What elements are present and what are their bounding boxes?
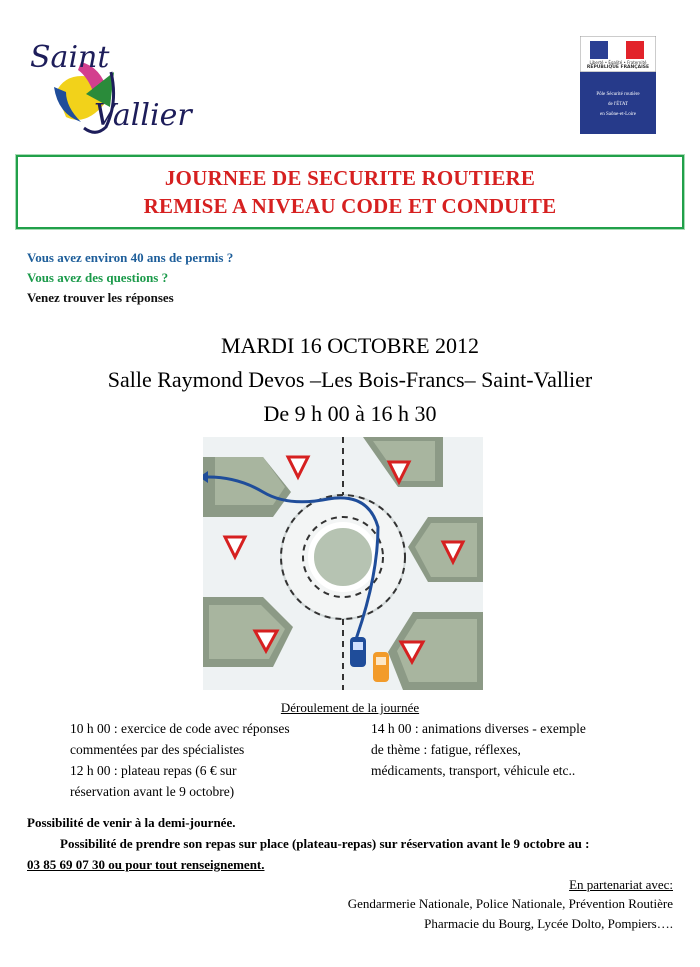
program-left-line: commentées par des spécialistes bbox=[70, 742, 245, 757]
intro-answer: Venez trouver les réponses bbox=[27, 290, 174, 305]
meal-note: Possibilité de prendre son repas sur place (plateau-repas) sur réservation avant le 9 octobre au : bbox=[60, 836, 590, 851]
title-box bbox=[16, 155, 684, 229]
prefecture-motto: Liberté • Égalité • Fraternité bbox=[589, 60, 647, 65]
intro-question-1: Vous avez environ 40 ans de permis ? bbox=[27, 250, 234, 265]
program-right-line: médicaments, transport, véhicule etc.. bbox=[371, 763, 576, 778]
program-right-line: 14 h 00 : animations diverses - exemple bbox=[371, 721, 586, 736]
program-title: Déroulement de la journée bbox=[280, 700, 420, 715]
prefecture-line2: de l'ÉTAT bbox=[607, 102, 629, 107]
partners-line-1: Gendarmerie Nationale, Police Nationale, Prévention Routière bbox=[347, 896, 673, 911]
program-right-line: de thème : fatigue, réflexes, bbox=[371, 742, 521, 757]
event-date: MARDI 16 OCTOBRE 2012 bbox=[220, 333, 480, 358]
program-left-column bbox=[70, 718, 332, 802]
phone-contact: 03 85 69 07 30 ou pour tout renseignement. bbox=[27, 857, 265, 872]
program-left-line: 12 h 00 : plateau repas (6 € sur bbox=[70, 763, 237, 778]
half-day-note: Possibilité de venir à la demi-journée. bbox=[27, 815, 236, 830]
roundabout-icon bbox=[203, 437, 483, 690]
prefecture-line3: en Saône-et-Loire bbox=[600, 112, 636, 117]
program-right-column bbox=[371, 718, 656, 781]
roundabout-illustration bbox=[203, 437, 483, 690]
partner-title: En partenariat avec: bbox=[569, 877, 673, 892]
intro-question-2: Vous avez des questions ? bbox=[27, 270, 169, 285]
partners-line-2: Pharmacie du Bourg, Lycée Dolto, Pompiers…. bbox=[424, 916, 673, 931]
prefecture-logo bbox=[580, 36, 656, 134]
title-line-2: REMISE A NIVEAU CODE ET CONDUITE bbox=[143, 194, 557, 218]
logo-word-vallier: Vallier bbox=[94, 98, 192, 133]
saint-vallier-logo bbox=[26, 32, 192, 142]
event-place: Salle Raymond Devos –Les Bois-Francs– Saint-Vallier bbox=[107, 367, 593, 392]
prefecture-republic: RÉPUBLIQUE FRANÇAISE bbox=[586, 65, 650, 70]
program-left-line: réservation avant le 9 octobre) bbox=[70, 784, 235, 799]
program-left-line: 10 h 00 : exercice de code avec réponses bbox=[70, 721, 290, 736]
title-line-1: JOURNEE DE SECURITE ROUTIERE bbox=[164, 166, 536, 190]
event-hours: De 9 h 00 à 16 h 30 bbox=[263, 401, 437, 426]
prefecture-line1: Pôle Sécurité routière bbox=[596, 92, 640, 97]
logo-word-saint: Saint bbox=[30, 40, 110, 75]
